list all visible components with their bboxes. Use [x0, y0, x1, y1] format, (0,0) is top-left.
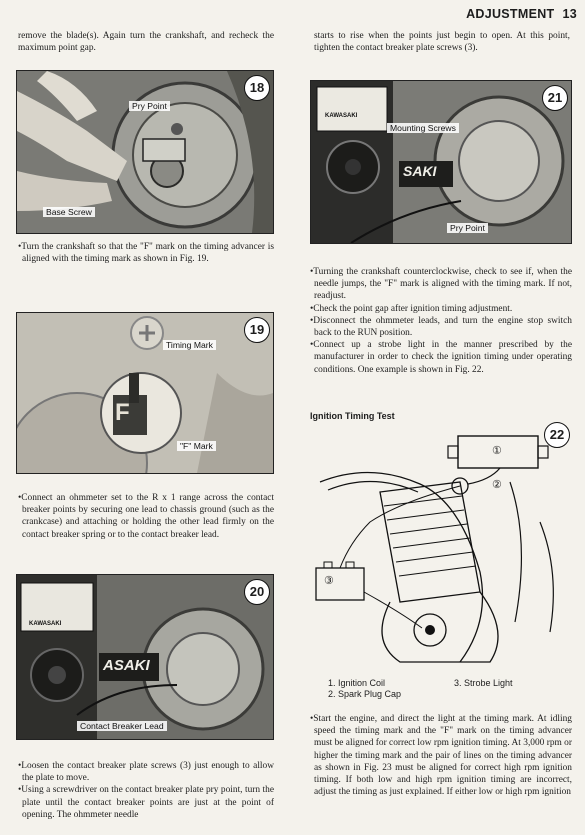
right-bullet-1-text: •Turning the crankshaft counterclockwise, check to see if, when the needle jumps, the "F" mark is aligned with the timing mark. If not, readjust.: [310, 267, 572, 302]
f-mark-letter: F: [115, 399, 130, 426]
left-bullet-2: [18, 492, 274, 541]
figure-18-number: 18: [244, 75, 270, 101]
figure-19-drawing: [17, 313, 273, 473]
label-pry-point: Pry Point: [129, 101, 170, 111]
left-bullet-3-text: •Loosen the contact breaker plate screws (3) just enough to allow the plate to move.: [18, 761, 274, 784]
legend-item-2: 2. Spark Plug Cap: [328, 689, 402, 699]
figure-20-number: 20: [244, 579, 270, 605]
meter-brand-text-21: KAWASAKI: [325, 113, 358, 119]
page-number: 13: [562, 7, 577, 21]
meter-brand-text: KAWASAKI: [29, 621, 62, 627]
left-top-text: [18, 30, 274, 54]
legend-item-3: 3. Strobe Light: [454, 678, 513, 688]
label-f-mark: "F" Mark: [177, 441, 216, 451]
right-top-text: [314, 30, 570, 54]
figure-18-photo: [16, 70, 274, 234]
left-bullets-bottom: [18, 760, 274, 821]
section-title: Ignition Timing Test: [310, 411, 395, 421]
label-timing-mark: Timing Mark: [163, 340, 216, 350]
label-pry-point-21: Pry Point: [447, 223, 488, 233]
left-bullet-2-text: •Connect an ohmmeter set to the R x 1 range across the contact breaker points by securing one lead to chassis ground (such as the crankcase) and attaching or holding the other lead firmly on the contact breaker spring or to the contact breaker lead.: [18, 493, 274, 540]
label-contact-breaker-lead: Contact Breaker Lead: [77, 721, 167, 731]
figure-22-diagram: [310, 422, 572, 668]
callout-2: ②: [492, 479, 502, 491]
figure-19-photo: [16, 312, 274, 474]
left-bullet-1: [18, 241, 274, 265]
right-bullet-2-text: •Check the point gap after ignition timing adjustment.: [310, 303, 513, 314]
figure-22-drawing: [310, 422, 572, 668]
figure-21-photo: [310, 80, 572, 244]
callout-3: ③: [324, 575, 334, 587]
page-header: [466, 7, 577, 21]
left-bullet-4-text: •Using a screwdriver on the contact breaker plate pry point, turn the plate until the contact breaker points are just at the point of opening. The ohmmeter needle: [18, 785, 274, 820]
figure-20-photo: [16, 574, 274, 740]
right-top-paragraph: starts to rise when the points just begin to open. At this point, tighten the contact breaker plate screws (3).: [314, 31, 570, 54]
tank-brand-text: ASAKI: [103, 657, 150, 674]
right-bullet-4-text: •Connect up a strobe light in the manner prescribed by the manufacturer in order to check the ignition timing under operating conditions. One example is shown in Fig. 22.: [310, 340, 572, 375]
left-bullet-1-text: •Turn the crankshaft so that the "F" mark on the timing advancer is aligned with the timing mark as shown in Fig. 19.: [18, 242, 274, 265]
header-title: ADJUSTMENT: [466, 7, 555, 21]
figure-21-drawing: [311, 81, 571, 243]
right-bullets: [310, 266, 572, 376]
right-bullet-5: [310, 713, 572, 798]
right-bullet-3-text: •Disconnect the ohmmeter leads, and turn the engine stop switch back to the RUN position.: [310, 315, 572, 339]
tank-brand-text-21: SAKI: [403, 163, 437, 179]
figure-19-number: 19: [244, 317, 270, 343]
label-base-screw: Base Screw: [43, 207, 95, 217]
label-mounting-screws: Mounting Screws: [387, 123, 459, 133]
right-bullet-5-text: •Start the engine, and direct the light at the timing mark. At idling speed the timing mark and the "F" mark on the timing advancer must be aligned for correct low rpm ignition timing. At 3,000 rpm or higher the timing mark and the pair of lines on the timing advancer as shown in Fig. 23 must be aligned for correct high rpm ignition timing. If both low and high rpm ignition timing are incorrect, adjust the timing as just explained. If either low or high rpm ignition: [310, 714, 572, 798]
legend-item-1: 1. Ignition Coil: [328, 678, 386, 688]
left-top-paragraph: remove the blade(s). Again turn the crankshaft, and recheck the maximum point gap.: [18, 31, 274, 54]
figure-21-number: 21: [542, 85, 568, 111]
figure-22-number: 22: [544, 422, 570, 448]
callout-1: ①: [492, 445, 502, 457]
